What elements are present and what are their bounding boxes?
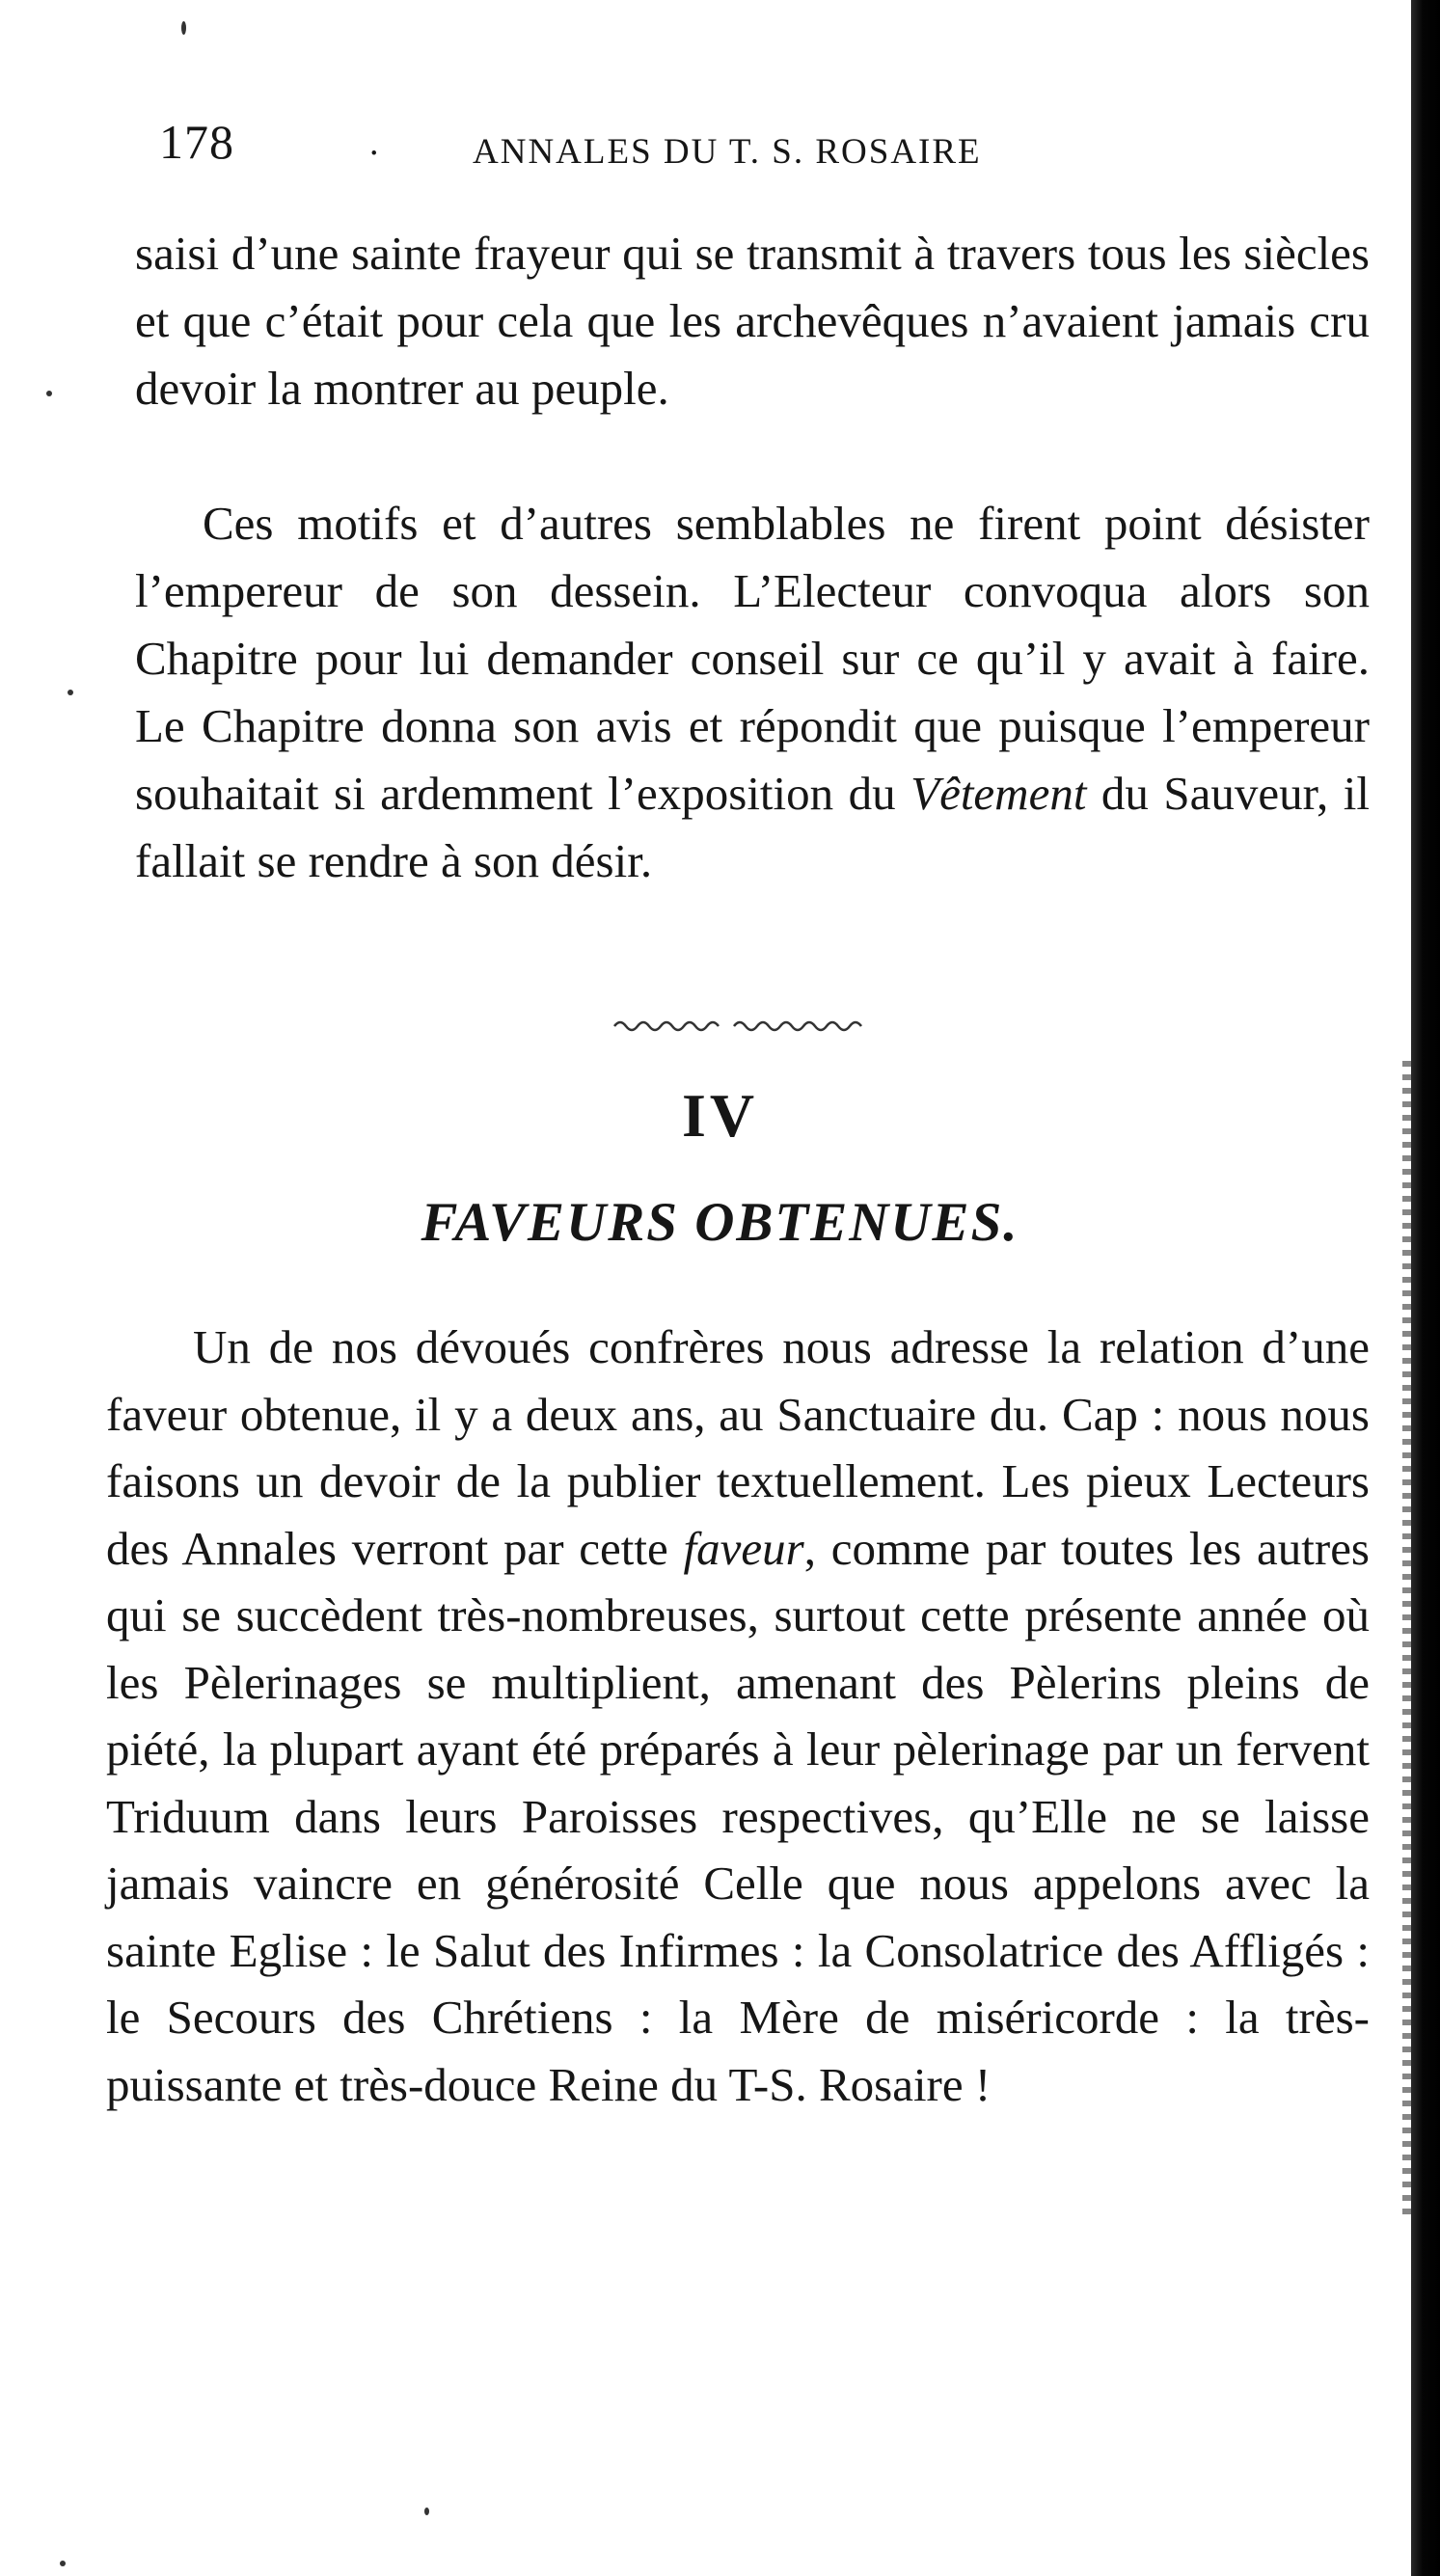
section-numeral: IV: [681, 1081, 759, 1150]
ink-speck: [60, 2561, 66, 2566]
paragraph-text-end: , comme par toutes les autres qui se succèdent très-nombreuses, surtout cette présente année où les Pèlerinages se multiplient, amenant des Pèlerins pleins de piété, la plupart ayant été préparés à leur pèlerinage par un fervent Triduum dans leurs Paroisses respectives, qu’Elle ne se laisse jamais vaincre en générosité Celle que nous appelons avec la sainte Eglise : le Salut des Infirmes : la Consolatrice des Affligés : le Secours des Chrétiens : la Mère de miséricorde : la très-puissante et très-douce Reine du T-S. Rosaire !: [106, 1521, 1371, 2111]
paragraph-continuation: [135, 220, 1370, 422]
ink-speck: [46, 391, 52, 396]
section-title: FAVEURS OBTENUES.: [421, 1192, 1019, 1253]
ink-speck: [68, 690, 73, 695]
emphasis-faveur: faveur: [683, 1521, 804, 1575]
page-number: 178: [159, 115, 234, 169]
paragraph-electeur: [135, 490, 1370, 895]
header-separator: .: [369, 122, 379, 163]
emphasis-vetement: Vêtement: [910, 767, 1087, 820]
ornament-divider: [612, 1015, 873, 1038]
ink-speck: [181, 21, 186, 35]
paragraph-text-end: du Sauveur, il fallait se rendre à son désir.: [135, 767, 1370, 887]
paragraph-text: saisi d’une sainte frayeur qui se transmit à travers tous les siècles et que c’était pour cela que les archevêques n’avaient jamais cru devoir la montrer au peuple.: [135, 227, 1370, 415]
paragraph-text-start: Un de nos dévoués confrères nous adresse la relation d’une faveur obtenue, il y a deux ans, au Sanctuaire du. Cap : nous nous faisons un devoir de la publier textuellement. Les pieux Lecteurs des Annales verront par cette: [106, 1320, 1370, 1575]
paragraph-faveurs: [106, 1314, 1370, 2118]
page-header: [159, 114, 1278, 181]
binding-edge: [1411, 0, 1440, 2576]
ink-speck: [424, 2508, 429, 2515]
paragraph-text-start: Ces motifs et d’autres semblables ne firent point désister l’empereur de son dessein. L’Electeur convoqua alors son Chapitre pour lui demander conseil sur ce qu’il y avait à faire. Le Chapitre donna son avis et répondit que puisque l’empereur souhaitait si ardemment l’exposition du: [135, 497, 1370, 820]
running-title: ANNALES DU T. S. ROSAIRE: [473, 132, 982, 172]
